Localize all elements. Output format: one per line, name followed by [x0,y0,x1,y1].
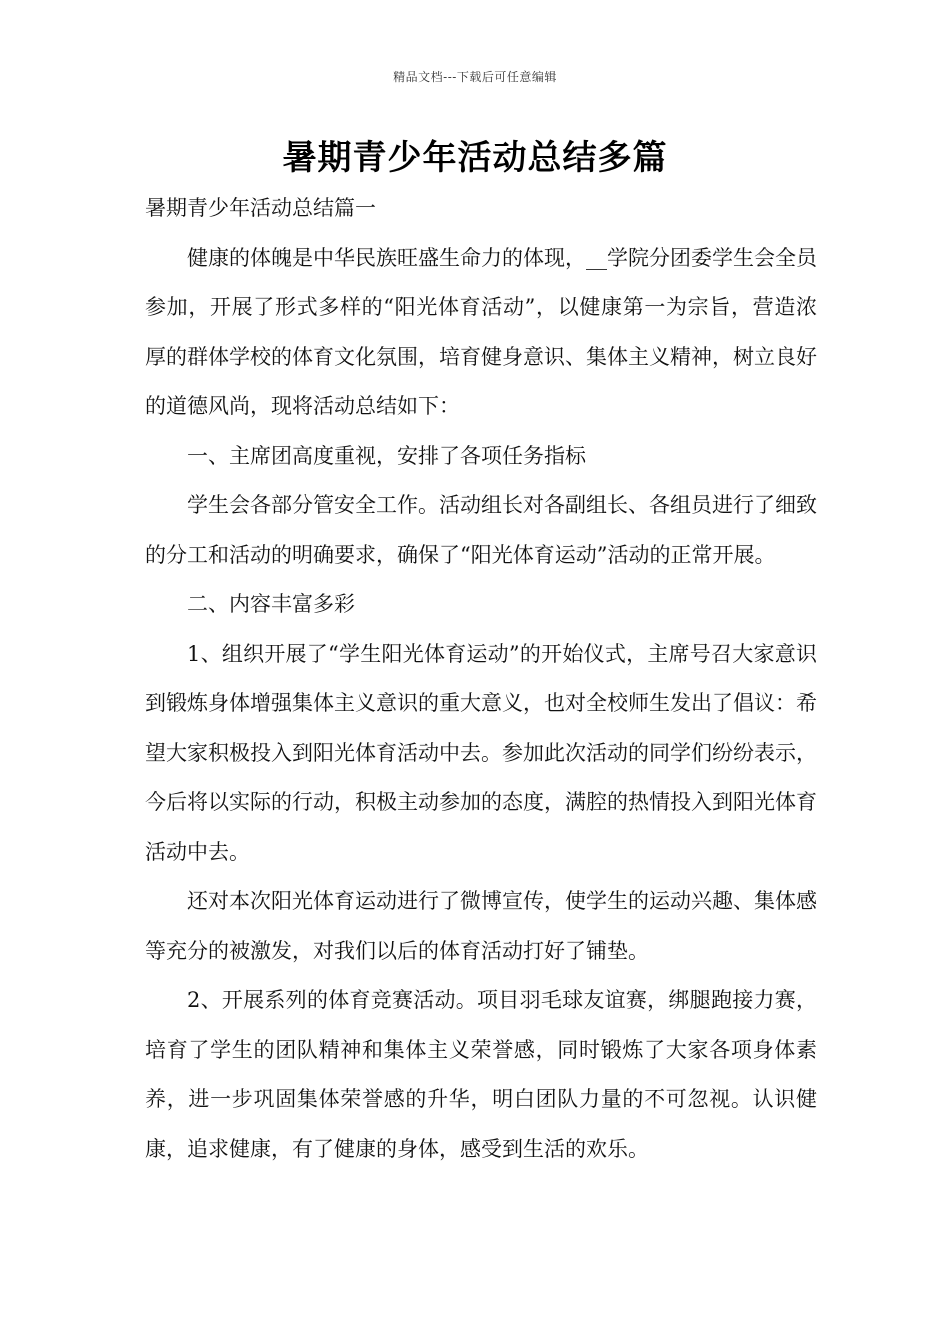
header-note: 精品文档---下载后可任意编辑 [393,70,557,84]
paragraph-intro: 健康的体魄是中华民族旺盛生命力的体现，__学院分团委学生会全员参加，开展了形式多样的“阳光体育活动”，以健康第一为宗旨，营造浓厚的群体学校的体育文化氛围，培育健身意识、集体主义精神，树立良好的道德风尚，现将活动总结如下： [145,245,817,418]
paragraph-section-one: 学生会各部分管安全工作。活动组长对各副组长、各组员进行了细致的分工和活动的明确要求，确保了“阳光体育运动”活动的正常开展。 [145,493,817,567]
paragraph-item-one: 1、组织开展了“学生阳光体育运动”的开始仪式，主席号召大家意识到锻炼身体增强集体主义意识的重大意义，也对全校师生发出了倡议：希望大家积极投入到阳光体育活动中去。参加此次活动的同学们纷纷表示，今后将以实际的行动，积极主动参加的态度，满腔的热情投入到阳光体育活动中去。 [145,641,817,864]
document-body [145,184,817,1174]
heading-section-one: 一、主席团高度重视，安排了各项任务指标 [187,443,586,468]
paragraph-item-two: 2、开展系列的体育竞赛活动。项目羽毛球友谊赛，绑腿跑接力赛，培育了学生的团队精神和集体主义荣誉感，同时锻炼了大家各项身体素养，进一步巩固集体荣誉感的升华，明白团队力量的不可忽视。认识健康，追求健康，有了健康的身体，感受到生活的欢乐。 [145,988,817,1161]
section-subtitle: 暑期青少年活动总结篇一 [145,196,376,220]
heading-section-two: 二、内容丰富多彩 [187,592,355,616]
document-title: 暑期青少年活动总结多篇 [282,138,668,178]
paragraph-weibo: 还对本次阳光体育运动进行了微博宣传，使学生的运动兴趣、集体感等充分的被激发，对我们以后的体育活动打好了铺垫。 [145,889,817,963]
